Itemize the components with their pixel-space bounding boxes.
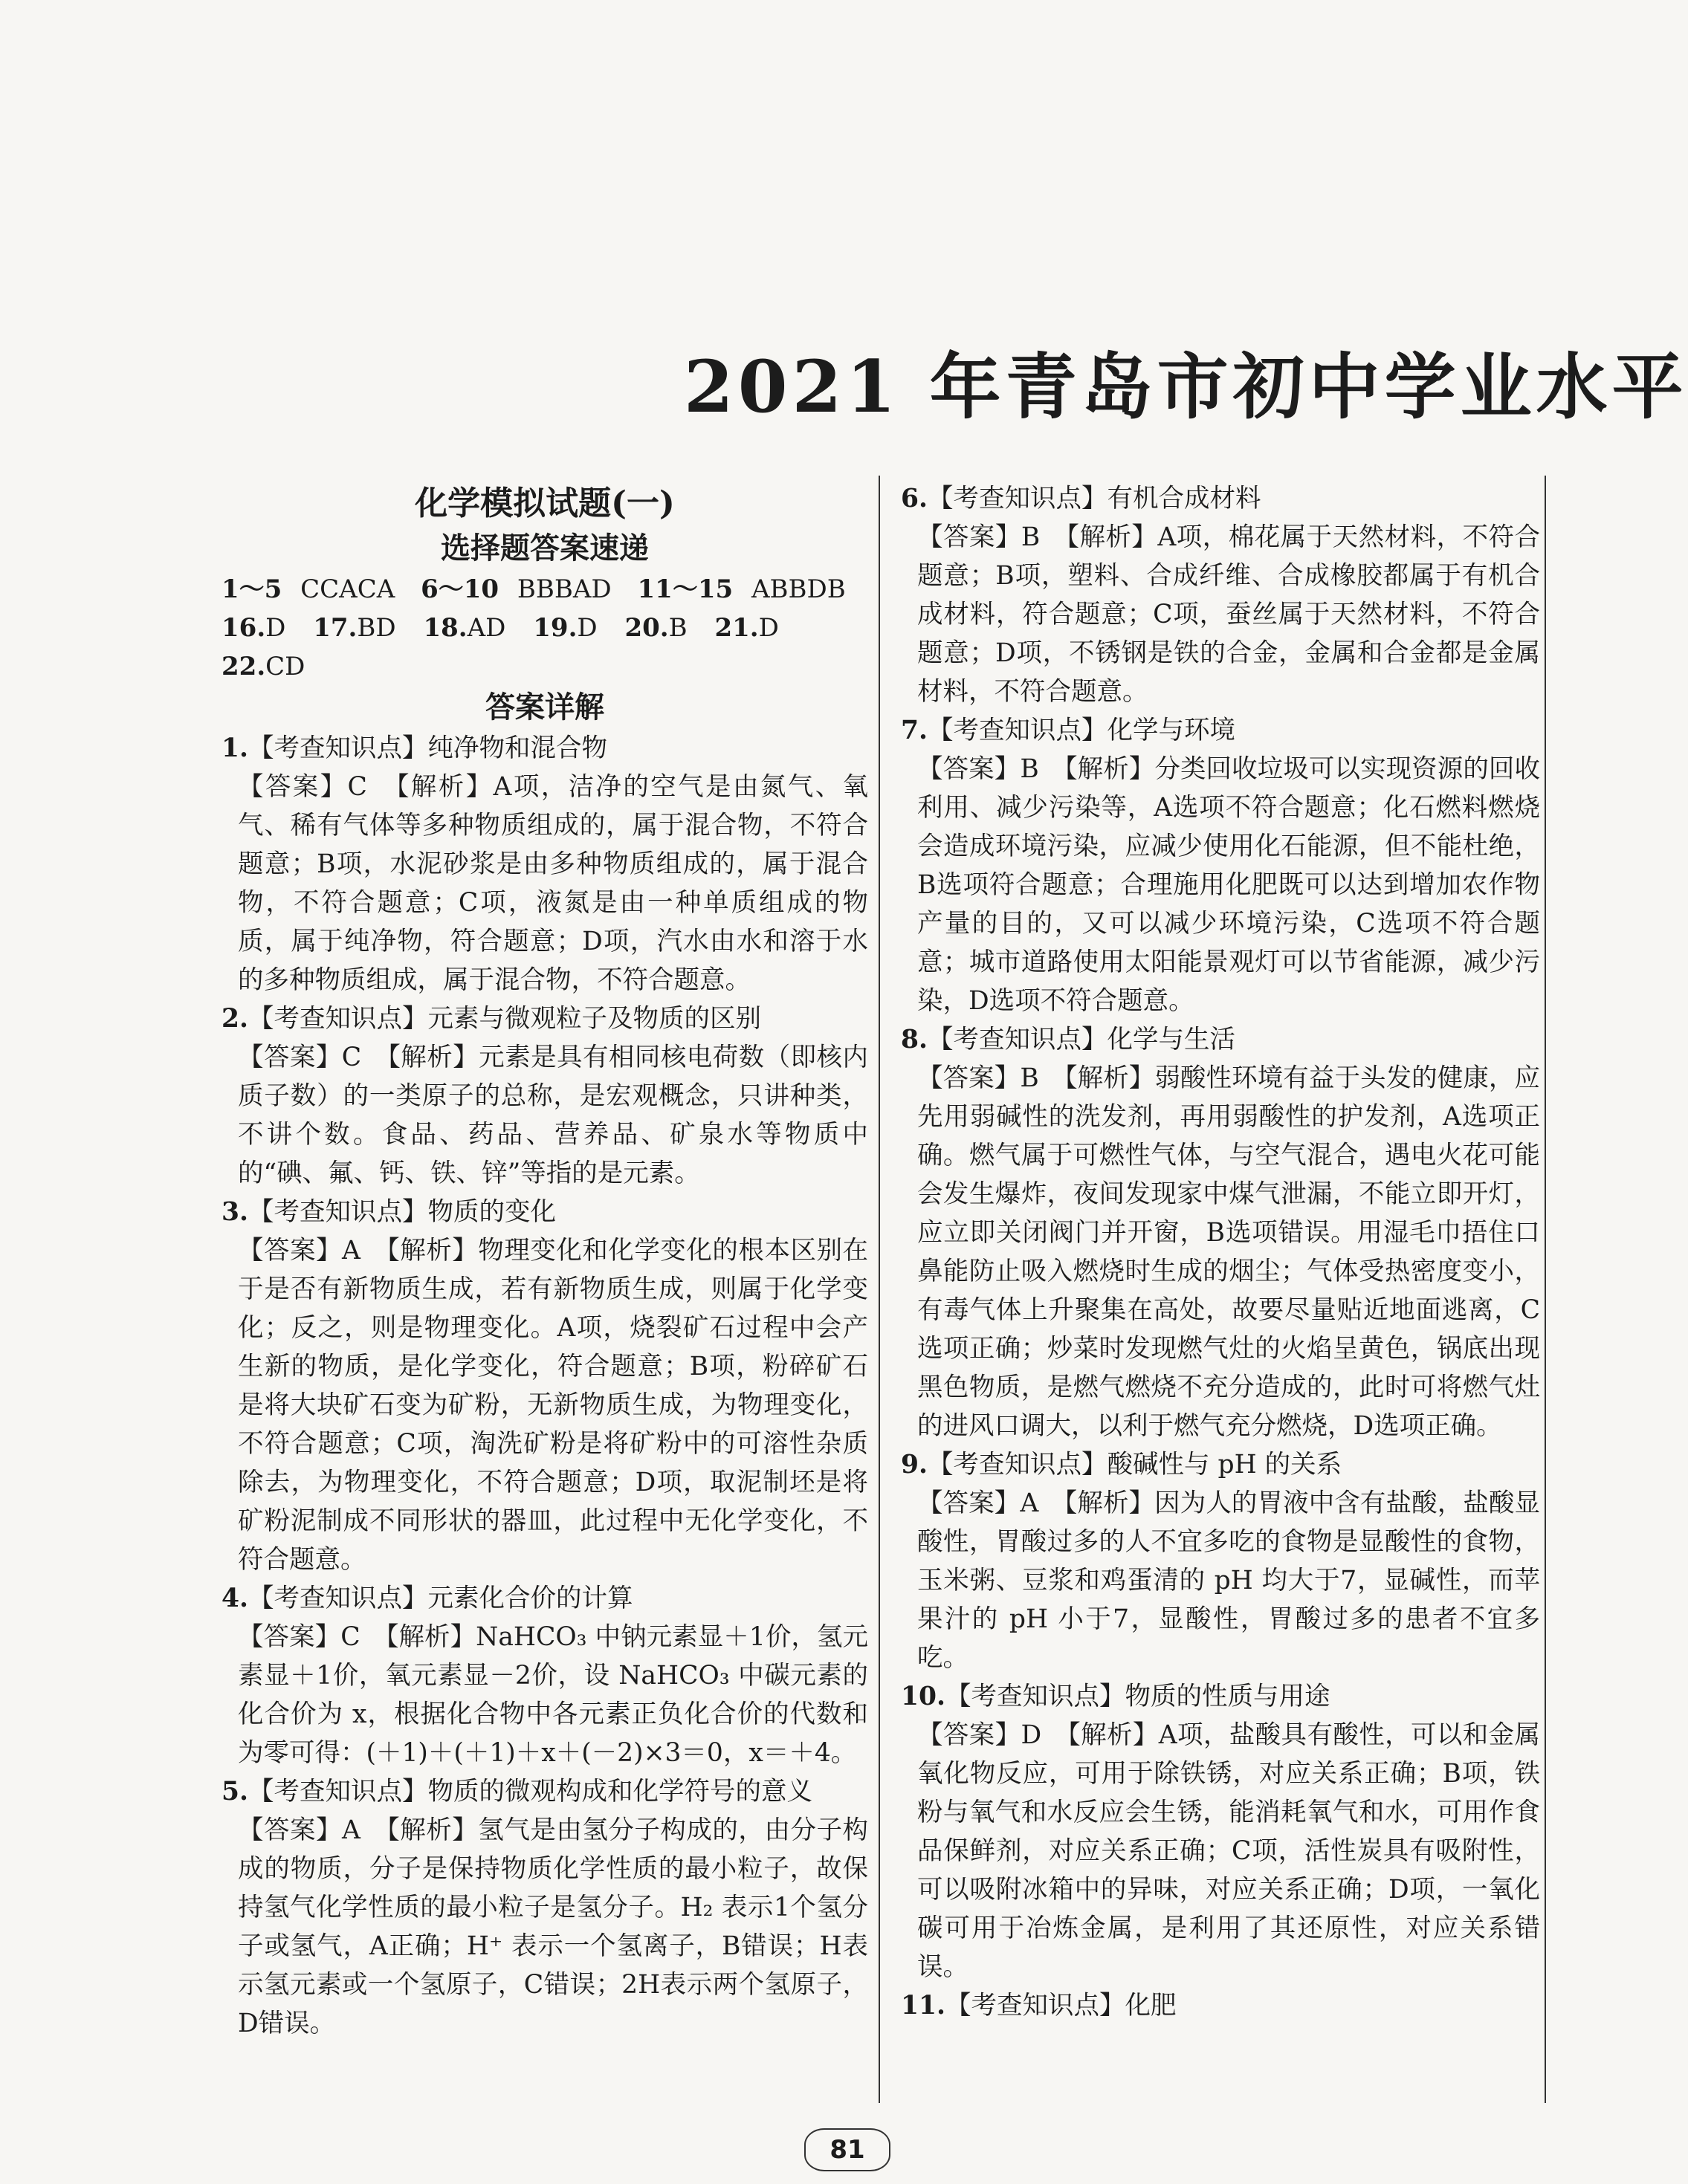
- left-column: [221, 479, 868, 2043]
- item-number: 1.: [221, 733, 249, 763]
- item-explanation: 【答案】B 【解析】分类回收垃圾可以实现资源的回收利用、减少污染等，A选项不符合题意；化石燃料燃烧会造成环境污染，应减少使用化石能源，但不能杜绝，B选项符合题意；合理施用化肥既可以达到增加农作物产量的目的，又可以减少环境污染，C选项不符合题意；城市道路使用太阳能景观灯可以节省能源，减少污染，D选项不符合题意。: [917, 754, 1540, 1016]
- item-topic: 【考查知识点】物质的微观构成和化学符号的意义: [248, 1777, 813, 1807]
- item-number: 7.: [901, 716, 928, 745]
- quick-num: 22.: [221, 652, 266, 681]
- item-number: 4.: [221, 1584, 249, 1613]
- quick-answer: AD: [467, 613, 506, 643]
- answer-item-10: [901, 1677, 1540, 1986]
- banner-title: 2021 年青岛市初中学业水平: [684, 345, 1688, 429]
- quick-num: 20.: [624, 613, 669, 643]
- item-explanation: 【答案】B 【解析】A项，棉花属于天然材料，不符合题意；B项，塑料、合成纤维、合成橡胶都属于有机合成材料，符合题意；C项，蚕丝属于天然材料，不符合题意；D项，不锈钢是铁的合金，金属和合金都是金属材料，不符合题意。: [917, 522, 1540, 707]
- quick-num: 21.: [714, 613, 759, 643]
- quick-answer: B: [668, 613, 688, 643]
- answer-item-9: [901, 1445, 1540, 1677]
- quick-answer: D: [265, 613, 286, 643]
- quick-range: 1～5: [221, 574, 282, 604]
- item-topic: 【考查知识点】元素与微观粒子及物质的区别: [248, 1004, 762, 1034]
- item-number: 3.: [221, 1197, 249, 1227]
- item-explanation: 【答案】C 【解析】A项，洁净的空气是由氮气、氧气、稀有气体等多种物质组成的，属于混合物，不符合题意；B项，水泥砂浆是由多种物质组成的，属于混合物，不符合题意；C项，液氮是由一种单质组成的物质，属于纯净物，符合题意；D项，汽水由水和溶于水的多种物质组成，属于混合物，不符合题意。: [238, 772, 868, 995]
- detail-heading: 答案详解: [485, 690, 604, 725]
- quick-answer: CCACA: [300, 574, 395, 604]
- answer-item-6: [901, 479, 1540, 711]
- quick-answer: BD: [357, 613, 396, 643]
- answer-item-11: [901, 1986, 1540, 2025]
- item-number: 8.: [901, 1025, 928, 1054]
- quick-answer: CD: [265, 652, 305, 681]
- quick-answers-heading: 选择题答案速递: [441, 531, 649, 566]
- item-topic: 【考查知识点】化学与环境: [928, 716, 1236, 745]
- item-explanation: 【答案】B 【解析】弱酸性环境有益于头发的健康，应先用弱碱性的洗发剂，再用弱酸性的护发剂，A选项正确。燃气属于可燃性气体，与空气混合，遇电火花可能会发生爆炸，夜间发现家中煤气泄漏，不能立即开灯，应立即关闭阀门并开窗，B选项错误。用湿毛巾捂住口鼻能防止吸入燃烧时生成的烟尘；气体受热密度变小，有毒气体上升聚集在高处，故要尽量贴近地面逃离，C选项正确；炒菜时发现燃气灶的火焰呈黄色，锅底出现黑色物质，是燃气燃烧不充分造成的，此时可将燃气灶的进风口调大，以利于燃气充分燃烧，D选项正确。: [917, 1063, 1540, 1441]
- page-number: 81: [804, 2128, 890, 2171]
- item-topic: 【考查知识点】纯净物和混合物: [248, 733, 608, 763]
- quick-answers-line-1: [221, 570, 868, 609]
- answer-item-4: [221, 1579, 868, 1772]
- item-explanation: 【答案】A 【解析】因为人的胃液中含有盐酸，盐酸显酸性，胃酸过多的人不宜多吃的食物是显酸性的食物，玉米粥、豆浆和鸡蛋清的 pH 均大于7，显碱性，而苹果汁的 pH 小于7，显酸性，胃酸过多的患者不宜多吃。: [917, 1488, 1540, 1673]
- answer-item-2: [221, 999, 868, 1193]
- item-number: 6.: [901, 484, 928, 513]
- item-number: 2.: [221, 1004, 249, 1034]
- quick-answer: D: [577, 613, 598, 643]
- item-explanation: 【答案】D 【解析】A项，盐酸具有酸性，可以和金属氧化物反应，可用于除铁锈，对应关系正确；B项，铁粉与氧气和水反应会生锈，能消耗氧气和水，可用作食品保鲜剂，对应关系正确；C项，活性炭具有吸附性，可以吸附冰箱中的异味，对应关系正确；D项，一氧化碳可用于冶炼金属，是利用了其还原性，对应关系错误。: [917, 1720, 1540, 1982]
- quick-answer: ABBDB: [751, 574, 846, 604]
- answer-item-5: [221, 1772, 868, 2043]
- item-topic: 【考查知识点】物质的性质与用途: [945, 1682, 1330, 1711]
- item-topic: 【考查知识点】物质的变化: [248, 1197, 557, 1227]
- item-number: 10.: [901, 1682, 946, 1711]
- item-topic: 【考查知识点】化肥: [945, 1991, 1177, 2021]
- item-topic: 【考查知识点】化学与生活: [928, 1025, 1236, 1054]
- right-column: [901, 479, 1540, 2025]
- quick-range: 11～15: [637, 574, 734, 604]
- item-number: 9.: [901, 1450, 928, 1480]
- quick-answer: BBBAD: [517, 574, 612, 604]
- item-topic: 【考查知识点】元素化合价的计算: [248, 1584, 633, 1613]
- quick-num: 16.: [221, 613, 266, 643]
- answer-item-3: [221, 1193, 868, 1579]
- quick-answer: D: [758, 613, 779, 643]
- item-number: 11.: [901, 1991, 946, 2021]
- answer-item-7: [901, 711, 1540, 1020]
- answer-item-8: [901, 1020, 1540, 1445]
- quick-num: 17.: [313, 613, 358, 643]
- item-explanation: 【答案】C 【解析】NaHCO₃ 中钠元素显＋1价，氢元素显＋1价，氧元素显－2价，设 NaHCO₃ 中碳元素的化合价为 x，根据化合物中各元素正负化合价的代数和为零可得：(＋1)＋(＋1)＋x＋(－2)×3＝0，x＝＋4。: [238, 1622, 868, 1768]
- item-number: 5.: [221, 1777, 249, 1807]
- quick-answers-line-2: [221, 609, 868, 686]
- right-margin-rule: [1545, 476, 1546, 2103]
- item-topic: 【考查知识点】有机合成材料: [928, 484, 1261, 513]
- item-explanation: 【答案】A 【解析】氢气是由氢分子构成的，由分子构成的物质，分子是保持物质化学性质的最小粒子，故保持氢气化学性质的最小粒子是氢分子。H₂ 表示1个氢分子或氢气，A正确；H⁺ 表示一个氢离子，B错误；H表示氢元素或一个氢原子，C错误；2H表示两个氢原子，D错误。: [238, 1815, 868, 2038]
- quick-range: 6～10: [421, 574, 499, 604]
- exam-title: 化学模拟试题(一): [415, 485, 675, 522]
- column-divider: [879, 476, 880, 2103]
- quick-num: 19.: [533, 613, 578, 643]
- item-explanation: 【答案】C 【解析】元素是具有相同核电荷数（即核内质子数）的一类原子的总称，是宏观概念，只讲种类，不讲个数。食品、药品、营养品、矿泉水等物质中的“碘、氟、钙、铁、锌”等指的是元素。: [238, 1043, 868, 1188]
- item-explanation: 【答案】A 【解析】物理变化和化学变化的根本区别在于是否有新物质生成，若有新物质生成，则属于化学变化；反之，则是物理变化。A项，烧裂矿石过程中会产生新的物质，是化学变化，符合题意；B项，粉碎矿石是将大块矿石变为矿粉，无新物质生成，为物理变化，不符合题意；C项，淘洗矿粉是将矿粉中的可溶性杂质除去，为物理变化，不符合题意；D项，取泥制坯是将矿粉泥制成不同形状的器皿，此过程中无化学变化，不符合题意。: [238, 1236, 868, 1575]
- answer-item-1: [221, 729, 868, 999]
- quick-num: 18.: [423, 613, 468, 643]
- item-topic: 【考查知识点】酸碱性与 pH 的关系: [928, 1450, 1342, 1480]
